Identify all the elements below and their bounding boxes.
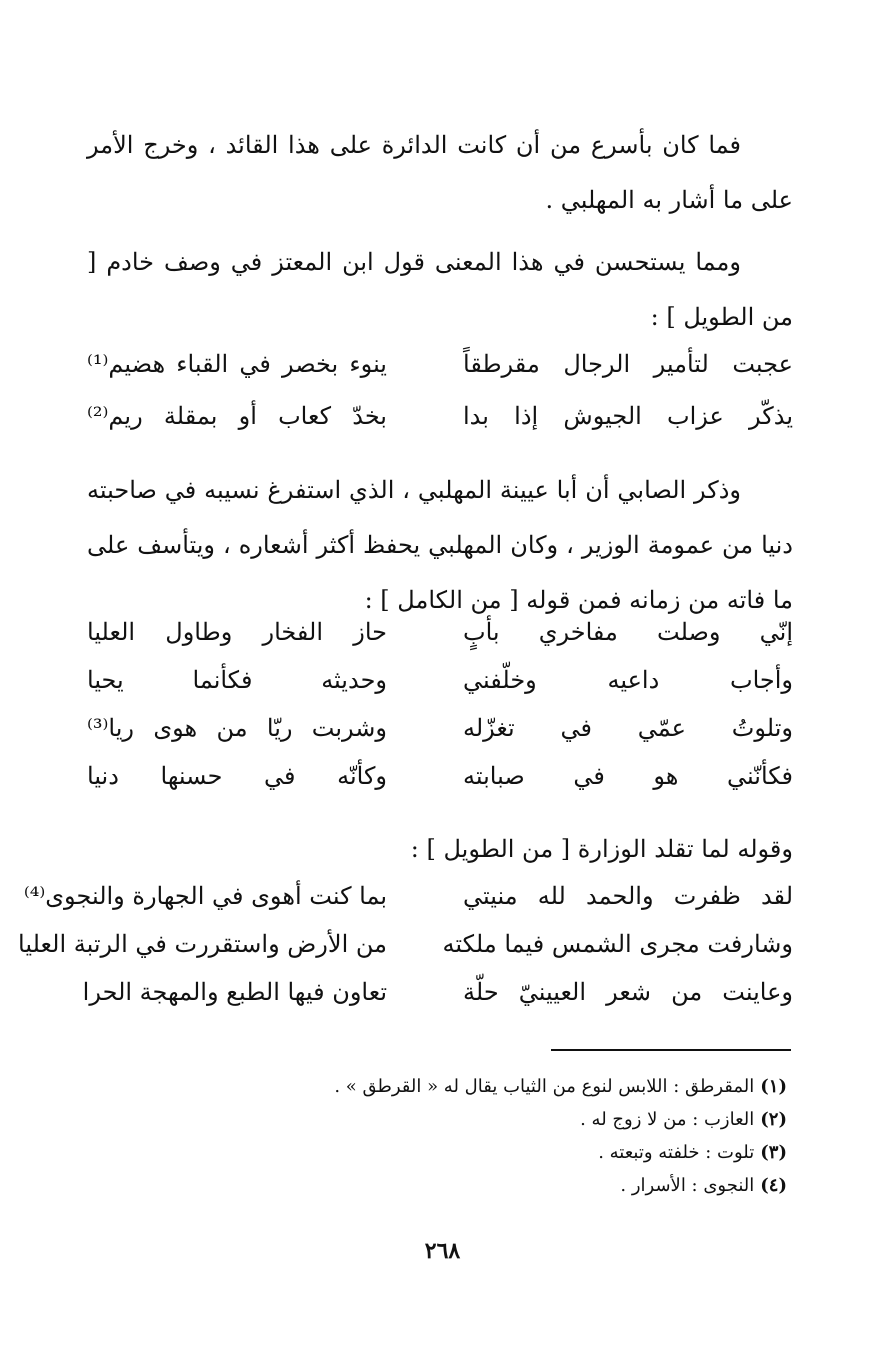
footnote-number: (٤) bbox=[760, 1175, 787, 1196]
verse-second-hemistich: ينوء بخصر في القباء هضيم⁽¹⁾ bbox=[87, 350, 387, 378]
verse-line bbox=[87, 350, 793, 398]
verse-second-hemistich: بخدّ كعاب أو بمقلة ريم⁽²⁾ bbox=[87, 402, 387, 430]
footnote bbox=[137, 1103, 787, 1136]
verse-first-hemistich: وأجاب داعيه وخلّفني bbox=[463, 666, 793, 694]
verse-second-hemistich: وحديثه فكأنما يحيا bbox=[87, 666, 387, 694]
verse-line bbox=[23, 882, 793, 930]
footnote-number: (٣) bbox=[760, 1142, 787, 1163]
footnote-number: (١) bbox=[760, 1076, 787, 1097]
verse-line bbox=[82, 978, 793, 1026]
footnote bbox=[137, 1169, 787, 1202]
footnote bbox=[137, 1136, 787, 1169]
paragraph-2: ومما يستحسن في هذا المعنى قول ابن المعتز في وصف خادم [ من الطويل ] : bbox=[87, 248, 793, 331]
paragraph-3: وذكر الصابي أن أبا عيينة المهلبي ، الذي استفرغ نسيبه في صاحبته دنيا من عمومة الوزير ، وكان المهلبي يحفظ أكثر أشعاره ، ويتأسف على ما فاته من زمانه فمن قوله [ من الكامل ] : bbox=[87, 476, 793, 614]
footnote-text: تلوت : خلفته وتبعته . bbox=[598, 1142, 755, 1163]
verse-first-hemistich: وعاينت من شعر العيينيّ حلّة bbox=[463, 978, 793, 1006]
footnote-separator bbox=[551, 1049, 791, 1051]
verse-line bbox=[18, 930, 793, 978]
verse-first-hemistich: فكأنّني هو في صبابته bbox=[463, 762, 793, 790]
paragraph-1: فما كان بأسرع من أن كانت الدائرة على هذا القائد ، وخرج الأمر على ما أشار به المهلبي . bbox=[87, 131, 793, 214]
verse-first-hemistich: إنّي وصلت مفاخري بأبٍ bbox=[463, 618, 793, 646]
verse-first-hemistich: وشارفت مجرى الشمس فيما ملكته bbox=[442, 930, 793, 958]
verse-line bbox=[87, 618, 793, 666]
verse-line bbox=[87, 402, 793, 450]
verse-second-hemistich: تعاون فيها الطبع والمهجة الحرا bbox=[82, 978, 387, 1006]
footnote-text: المقرطق : اللابس لنوع من الثياب يقال له « القرطق » . bbox=[334, 1076, 755, 1097]
footnote-number: (٢) bbox=[760, 1109, 787, 1130]
verse-second-hemistich: وشربت ريّا من هوى ريا⁽³⁾ bbox=[87, 714, 387, 742]
footnote-text: العازب : من لا زوج له . bbox=[580, 1109, 755, 1130]
verse-second-hemistich: وكأنّه في حسنها دنيا bbox=[87, 762, 387, 790]
verse-second-hemistich: من الأرض واستقررت في الرتبة العليا bbox=[18, 930, 387, 958]
verse-first-hemistich: وتلوتُ عمّي في تغزّله bbox=[463, 714, 793, 742]
verse-first-hemistich: لقد ظفرت والحمد لله منيتي bbox=[463, 882, 793, 910]
verse-first-hemistich: عجبت لتأمير الرجال مقرطقاً bbox=[463, 350, 793, 378]
verse-line bbox=[87, 762, 793, 810]
verse-line bbox=[87, 714, 793, 762]
footnotes bbox=[137, 1070, 787, 1202]
footnote bbox=[137, 1070, 787, 1103]
verse-second-hemistich: حاز الفخار وطاول العليا bbox=[87, 618, 387, 646]
verse-first-hemistich: يذكّر عزاب الجيوش إذا بدا bbox=[463, 402, 793, 430]
paragraph-4: وقوله لما تقلد الوزارة [ من الطويل ] : bbox=[410, 835, 793, 863]
footnote-text: النجوى : الأسرار . bbox=[620, 1175, 755, 1196]
verse-second-hemistich: بما كنت أهوى في الجهارة والنجوى⁽⁴⁾ bbox=[23, 882, 387, 910]
verse-line bbox=[87, 666, 793, 714]
page-number: ٢٦٨ bbox=[424, 1238, 461, 1264]
